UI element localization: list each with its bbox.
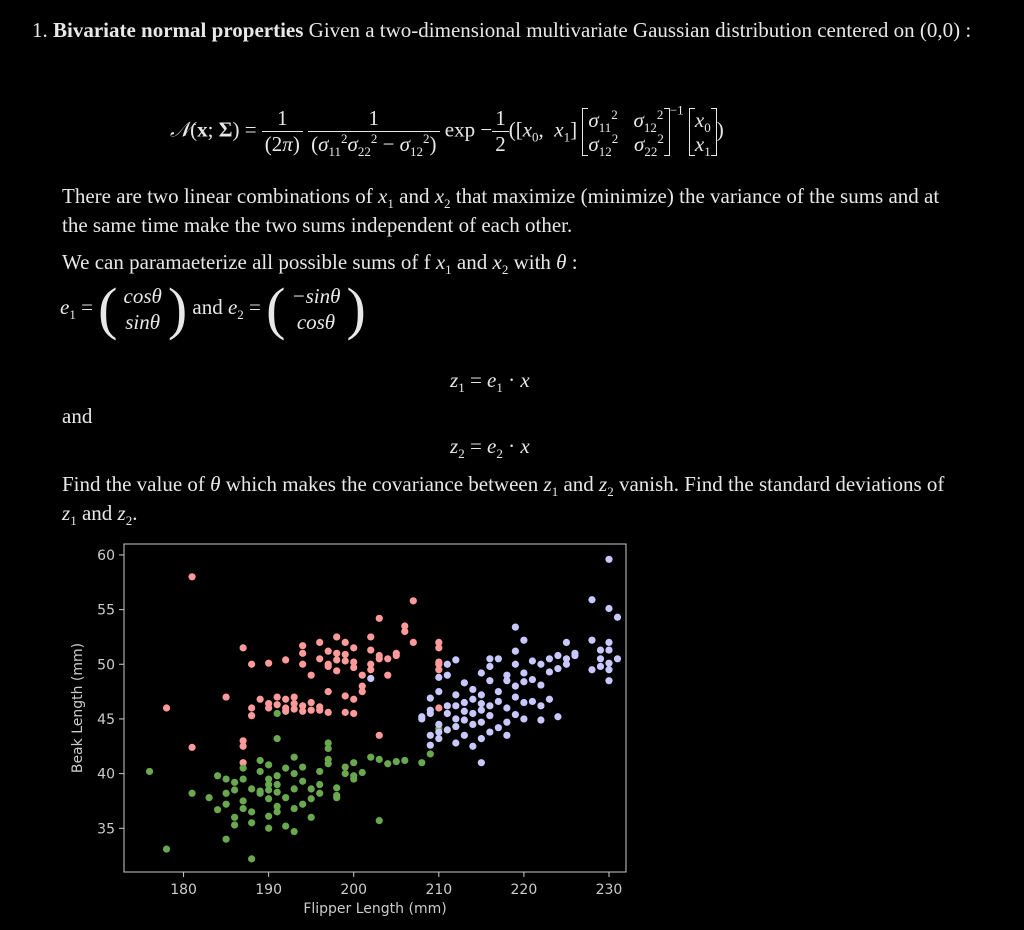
data-point: [614, 614, 621, 621]
data-point: [282, 794, 289, 801]
data-point: [435, 639, 442, 646]
data-point: [265, 795, 272, 802]
data-point: [367, 675, 374, 682]
y-tick-label: 35: [97, 821, 115, 838]
data-point: [274, 772, 281, 779]
data-point: [274, 710, 281, 717]
data-point: [240, 644, 247, 651]
data-point: [461, 679, 468, 686]
data-point: [444, 702, 451, 709]
data-point: [274, 693, 281, 700]
data-point: [461, 716, 468, 723]
data-point: [376, 756, 383, 763]
data-point: [316, 639, 323, 646]
data-point: [248, 855, 255, 862]
data-point: [359, 769, 366, 776]
data-point: [554, 665, 561, 672]
data-point: [359, 672, 366, 679]
data-point: [452, 691, 459, 698]
data-point: [588, 596, 595, 603]
data-point: [308, 785, 315, 792]
data-point: [588, 666, 595, 673]
data-point: [308, 707, 315, 714]
data-point: [588, 637, 595, 644]
data-point: [478, 719, 485, 726]
data-point: [384, 672, 391, 679]
data-point: [605, 639, 612, 646]
z1-equation: $z_1 = e_1 \cdot x$: [450, 368, 530, 396]
data-point: [257, 757, 264, 764]
data-point: [444, 672, 451, 679]
data-point: [350, 664, 357, 671]
data-point: [529, 676, 536, 683]
data-point: [146, 768, 153, 775]
data-point: [248, 712, 255, 719]
data-point: [299, 708, 306, 715]
data-point: [299, 778, 306, 785]
data-point: [478, 669, 485, 676]
data-point: [393, 758, 400, 765]
data-point: [325, 709, 332, 716]
scatter-points: [146, 556, 621, 863]
data-point: [478, 691, 485, 698]
x-axis-label: Flipper Length (mm): [303, 901, 447, 917]
data-point: [265, 761, 272, 768]
plot-frame: [124, 544, 626, 872]
data-point: [257, 696, 264, 703]
data-point: [350, 644, 357, 651]
data-point: [342, 639, 349, 646]
data-point: [495, 655, 502, 662]
data-point: [308, 699, 315, 706]
data-point: [495, 724, 502, 731]
data-point: [597, 646, 604, 653]
data-point: [469, 721, 476, 728]
data-point: [537, 661, 544, 668]
data-point: [282, 656, 289, 663]
data-point: [605, 646, 612, 653]
x-tick-label: 180: [170, 882, 197, 898]
data-point: [231, 814, 238, 821]
data-point: [520, 715, 527, 722]
data-point: [231, 786, 238, 793]
z2-equation: $z_2 = e_2 \cdot x$: [450, 434, 530, 462]
data-point: [367, 666, 374, 673]
y-tick-label: 60: [97, 547, 115, 564]
data-point: [188, 573, 195, 580]
e-vectors: $e_1$ = ( cosθ sinθ ) and $e_2$ = ( −sinθ cosθ ): [60, 276, 366, 341]
data-point: [563, 639, 570, 646]
problem-number: 1.: [32, 18, 48, 42]
data-point: [427, 750, 434, 757]
data-point: [291, 693, 298, 700]
paragraph-find: Find the value of θ which makes the covariance between $z_1$ and $z_2$ vanish. Find the standard deviations of $z_1$ and $z_2$.: [62, 472, 945, 529]
data-point: [367, 754, 374, 761]
data-point: [325, 648, 332, 655]
data-point: [554, 652, 561, 659]
y-axis-label: Beak Length (mm): [70, 642, 86, 774]
data-point: [188, 744, 195, 751]
data-point: [291, 785, 298, 792]
data-point: [495, 698, 502, 705]
data-point: [384, 655, 391, 662]
data-point: [205, 794, 212, 801]
data-point: [308, 795, 315, 802]
data-point: [291, 770, 298, 777]
data-point: [265, 825, 272, 832]
data-point: [350, 696, 357, 703]
data-point: [384, 760, 391, 767]
data-point: [240, 743, 247, 750]
data-point: [231, 821, 238, 828]
data-point: [308, 672, 315, 679]
data-point: [427, 695, 434, 702]
x-tick-label: 220: [510, 882, 538, 898]
data-point: [223, 801, 230, 808]
problem-title: Bivariate normal properties: [53, 18, 304, 42]
data-point: [486, 663, 493, 670]
data-point: [427, 710, 434, 717]
data-point: [299, 650, 306, 657]
data-point: [248, 819, 255, 826]
data-point: [410, 597, 417, 604]
data-point: [223, 693, 230, 700]
data-point: [342, 709, 349, 716]
data-point: [291, 754, 298, 761]
data-point: [512, 648, 519, 655]
data-point: [512, 693, 519, 700]
data-point: [223, 836, 230, 843]
gaussian-formula: 𝒩(x; Σ) = $\frac{1}{(2\pi)}$ $\frac{1}{(\sigma_{11}^2\sigma_{22}^2 - \sigma_{12}^2)}$ exp − $\frac{1}{2}$ ([$x_0$, $x_1$] $\sigma_{11}^2$ $\sigma_{12}^2$ $\sigma_{12}^2$ $\sigma_{22}^2$ $^{-1}$ $x_0$ $x_1$ ): [170, 102, 724, 160]
data-point: [342, 657, 349, 664]
data-point: [282, 765, 289, 772]
data-point: [512, 711, 519, 718]
x-tick-label: 210: [425, 882, 453, 898]
and-word: and: [62, 404, 93, 428]
data-point: [435, 666, 442, 673]
data-point: [452, 739, 459, 746]
data-point: [325, 739, 332, 746]
y-ticks: [97, 548, 124, 837]
x-tick-label: 200: [340, 882, 368, 898]
data-point: [248, 661, 255, 668]
data-point: [418, 715, 425, 722]
x-tick-label: 190: [255, 882, 283, 898]
data-point: [282, 708, 289, 715]
data-point: [188, 790, 195, 797]
data-point: [435, 728, 442, 735]
data-point: [299, 661, 306, 668]
x-ticks: [170, 872, 622, 898]
data-point: [393, 650, 400, 657]
data-point: [282, 822, 289, 829]
data-point: [350, 759, 357, 766]
data-point: [163, 704, 170, 711]
data-point: [444, 710, 451, 717]
data-point: [486, 728, 493, 735]
data-point: [597, 655, 604, 662]
data-point: [452, 702, 459, 709]
data-point: [486, 702, 493, 709]
problem-intro-text: Given a two-dimensional multivariate Gaussian distribution centered on (0,0) :: [308, 18, 972, 42]
data-point: [512, 623, 519, 630]
data-point: [614, 655, 621, 662]
data-point: [316, 655, 323, 662]
data-point: [478, 759, 485, 766]
data-point: [605, 677, 612, 684]
data-point: [520, 637, 527, 644]
data-point: [376, 817, 383, 824]
data-point: [605, 556, 612, 563]
data-point: [223, 775, 230, 782]
data-point: [248, 704, 255, 711]
data-point: [240, 765, 247, 772]
y-tick-label: 55: [97, 602, 115, 619]
data-point: [537, 716, 544, 723]
data-point: [486, 655, 493, 662]
paragraph-parameterize: We can paramaeterize all possible sums of f $x_1$ and $x_2$ with θ :: [62, 250, 578, 278]
data-point: [316, 768, 323, 775]
data-point: [376, 652, 383, 659]
data-point: [376, 732, 383, 739]
data-point: [291, 828, 298, 835]
data-point: [333, 667, 340, 674]
data-point: [248, 785, 255, 792]
data-point: [240, 797, 247, 804]
data-point: [257, 768, 264, 775]
data-point: [520, 669, 527, 676]
data-point: [265, 775, 272, 782]
data-point: [291, 705, 298, 712]
data-point: [444, 661, 451, 668]
data-point: [503, 704, 510, 711]
data-point: [299, 763, 306, 770]
data-point: [342, 763, 349, 770]
y-tick-label: 45: [97, 711, 115, 728]
data-point: [469, 686, 476, 693]
data-point: [299, 801, 306, 808]
data-point: [452, 715, 459, 722]
data-point: [427, 742, 434, 749]
data-point: [444, 726, 451, 733]
data-point: [274, 781, 281, 788]
data-point: [546, 655, 553, 662]
data-point: [299, 642, 306, 649]
data-point: [265, 660, 272, 667]
data-point: [257, 787, 264, 794]
data-point: [486, 677, 493, 684]
data-point: [537, 681, 544, 688]
data-point: [333, 784, 340, 791]
data-point: [486, 712, 493, 719]
data-point: [274, 735, 281, 742]
data-point: [605, 660, 612, 667]
data-point: [240, 775, 247, 782]
data-point: [376, 615, 383, 622]
data-point: [367, 633, 374, 640]
data-point: [291, 805, 298, 812]
data-point: [478, 707, 485, 714]
data-point: [214, 806, 221, 813]
data-point: [461, 708, 468, 715]
data-point: [350, 710, 357, 717]
data-point: [418, 759, 425, 766]
data-point: [435, 721, 442, 728]
data-point: [435, 704, 442, 711]
data-point: [163, 845, 170, 852]
data-point: [469, 743, 476, 750]
data-point: [503, 672, 510, 679]
data-point: [308, 814, 315, 821]
data-point: [240, 805, 247, 812]
data-point: [342, 770, 349, 777]
data-point: [325, 663, 332, 670]
data-point: [478, 735, 485, 742]
data-point: [350, 772, 357, 779]
data-point: [478, 700, 485, 707]
data-point: [571, 650, 578, 657]
data-point: [469, 696, 476, 703]
data-point: [427, 732, 434, 739]
y-tick-label: 40: [97, 766, 115, 783]
data-point: [223, 790, 230, 797]
data-point: [316, 707, 323, 714]
paragraph-linear-combinations: There are two linear combinations of $x_1$ and $x_2$ that maximize (minimize) the variance of the sums and at the same time make the two sums independent of each other.: [62, 184, 940, 237]
scatter-chart: [0, 530, 1024, 930]
data-point: [529, 698, 536, 705]
data-point: [325, 688, 332, 695]
data-point: [359, 688, 366, 695]
data-point: [274, 789, 281, 796]
data-point: [231, 779, 238, 786]
data-point: [316, 790, 323, 797]
data-point: [512, 683, 519, 690]
data-point: [265, 704, 272, 711]
data-point: [342, 692, 349, 699]
data-point: [248, 808, 255, 815]
data-point: [529, 657, 536, 664]
data-point: [325, 760, 332, 767]
data-point: [495, 688, 502, 695]
data-point: [401, 622, 408, 629]
data-point: [461, 732, 468, 739]
data-point: [461, 699, 468, 706]
data-point: [546, 668, 553, 675]
data-point: [333, 633, 340, 640]
x-tick-label: 230: [595, 882, 623, 898]
data-point: [435, 688, 442, 695]
data-point: [452, 723, 459, 730]
data-point: [316, 781, 323, 788]
data-point: [214, 772, 221, 779]
data-point: [274, 701, 281, 708]
data-point: [282, 696, 289, 703]
data-point: [401, 757, 408, 764]
data-point: [367, 646, 374, 653]
data-point: [333, 650, 340, 657]
data-point: [469, 710, 476, 717]
data-point: [452, 656, 459, 663]
data-point: [605, 666, 612, 673]
data-point: [342, 651, 349, 658]
data-point: [333, 794, 340, 801]
data-point: [512, 661, 519, 668]
data-point: [435, 735, 442, 742]
y-tick-label: 50: [97, 657, 115, 674]
data-point: [554, 713, 561, 720]
data-point: [597, 663, 604, 670]
data-point: [274, 808, 281, 815]
data-point: [410, 639, 417, 646]
data-point: [537, 702, 544, 709]
data-point: [333, 656, 340, 663]
data-point: [503, 719, 510, 726]
data-point: [265, 813, 272, 820]
data-point: [503, 732, 510, 739]
data-point: [605, 605, 612, 612]
data-point: [563, 661, 570, 668]
data-point: [435, 674, 442, 681]
problem-intro: [32, 16, 972, 45]
data-point: [546, 696, 553, 703]
data-point: [520, 678, 527, 685]
data-point: [520, 699, 527, 706]
